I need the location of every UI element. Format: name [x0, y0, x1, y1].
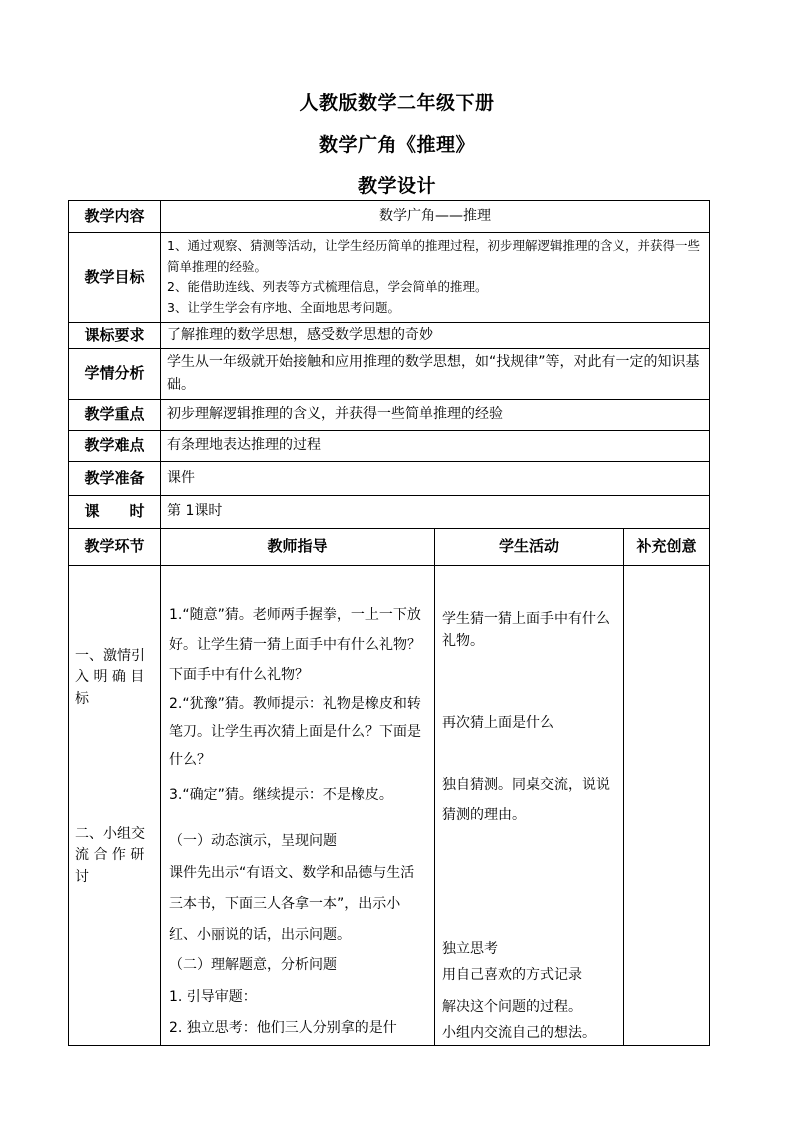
- row-analysis: [69, 348, 710, 399]
- value-period: 第 1课时: [161, 495, 710, 528]
- label-key: 教学重点: [69, 399, 161, 430]
- student-activity-1: 学生猜一猜上面手中有什么礼物。: [442, 610, 610, 649]
- teacher-section-1-text: 课件先出示“有语文、数学和品德与生活三本书，下面三人各拿一本”，出示小红、小丽说的话，出示问题。: [169, 864, 415, 943]
- label-content: 教学内容: [69, 201, 161, 233]
- extra-ideas-cell: [624, 565, 710, 1045]
- header-teacher: 教师指导: [161, 528, 435, 565]
- row-goals: [69, 233, 710, 323]
- label-period: 课 时: [69, 495, 161, 528]
- student-activity-6: 解决这个问题的过程。: [442, 998, 582, 1015]
- row-key: [69, 399, 710, 430]
- goal-item: 1、通过观察、猜测等活动，让学生经历简单的推理过程，初步理解逻辑推理的含义，并获得一些简单推理的经验。: [167, 238, 700, 274]
- row-difficulty: [69, 430, 710, 461]
- teacher-section-2-step-2: 2. 独立思考：他们三人分别拿的是什: [169, 1019, 397, 1036]
- design-title: 教学设计: [357, 175, 436, 197]
- header-extra: 补充创意: [624, 528, 710, 565]
- label-standard: 课标要求: [69, 322, 161, 348]
- value-standard: 了解推理的数学思想，感受数学思想的奇妙: [161, 322, 710, 348]
- lesson-plan-table: [68, 200, 710, 1046]
- stage-cell: [69, 565, 161, 1045]
- row-prep: [69, 461, 710, 495]
- teacher-step-3: 3.“确定”猜。继续提示：不是橡皮。: [169, 786, 393, 803]
- goal-item: 2、能借助连线、列表等方式梳理信息，学会简单的推理。: [167, 279, 488, 295]
- student-activity-5: 用自己喜欢的方式记录: [442, 966, 582, 983]
- student-activity-7: 小组内交流自己的想法。: [442, 1024, 596, 1041]
- label-goals: 教学目标: [69, 233, 161, 323]
- value-goals: [161, 233, 710, 323]
- stage-1: 一、激情引入 明 确 目标: [75, 647, 145, 707]
- teacher-step-1: 1.“随意”猜。老师两手握拳，一上一下放好。让学生猜一猜上面手中有什么礼物？下面手中有什么礼物？: [169, 606, 421, 683]
- student-activity-3: 独自猜测。同桌交流，说说猜测的理由。: [442, 776, 610, 823]
- row-standard: [69, 322, 710, 348]
- teacher-section-1: （一）动态演示，呈现问题: [169, 832, 337, 849]
- student-activity-cell: [435, 565, 624, 1045]
- header-stage: 教学环节: [69, 528, 161, 565]
- header-student: 学生活动: [435, 528, 624, 565]
- value-analysis: 学生从一年级就开始接触和应用推理的数学思想，如“找规律”等，对此有一定的知识基础。: [161, 348, 710, 399]
- teacher-section-2-step-1: 1. 引导审题：: [169, 988, 257, 1005]
- student-activity-4: 独立思考: [442, 940, 498, 957]
- value-difficulty: 有条理地表达推理的过程: [161, 430, 710, 461]
- label-difficulty: 教学难点: [69, 430, 161, 461]
- document-title: 人教版数学二年级下册: [299, 92, 495, 114]
- row-period: [69, 495, 710, 528]
- process-header-row: [69, 528, 710, 565]
- value-content: 数学广角——推理: [161, 201, 710, 233]
- stage-2: 二、小组交流 合 作 研讨: [75, 825, 145, 885]
- teacher-section-2: （二）理解题意，分析问题: [169, 956, 337, 973]
- process-body-row: [69, 565, 710, 1045]
- teacher-guidance-cell: [161, 565, 435, 1045]
- row-content: [69, 201, 710, 233]
- student-activity-2: 再次猜上面是什么: [442, 714, 554, 731]
- teacher-step-2: 2.“犹豫”猜。教师提示：礼物是橡皮和转笔刀。让学生再次猜上面是什么？下面是什么？: [169, 695, 421, 768]
- goal-item: 3、让学生学会有序地、全面地思考问题。: [167, 299, 400, 315]
- value-key: 初步理解逻辑推理的含义，并获得一些简单推理的经验: [161, 399, 710, 430]
- label-analysis: 学情分析: [69, 348, 161, 399]
- lesson-title: 数学广角《推理》: [318, 134, 475, 156]
- value-prep: 课件: [161, 461, 710, 495]
- label-prep: 教学准备: [69, 461, 161, 495]
